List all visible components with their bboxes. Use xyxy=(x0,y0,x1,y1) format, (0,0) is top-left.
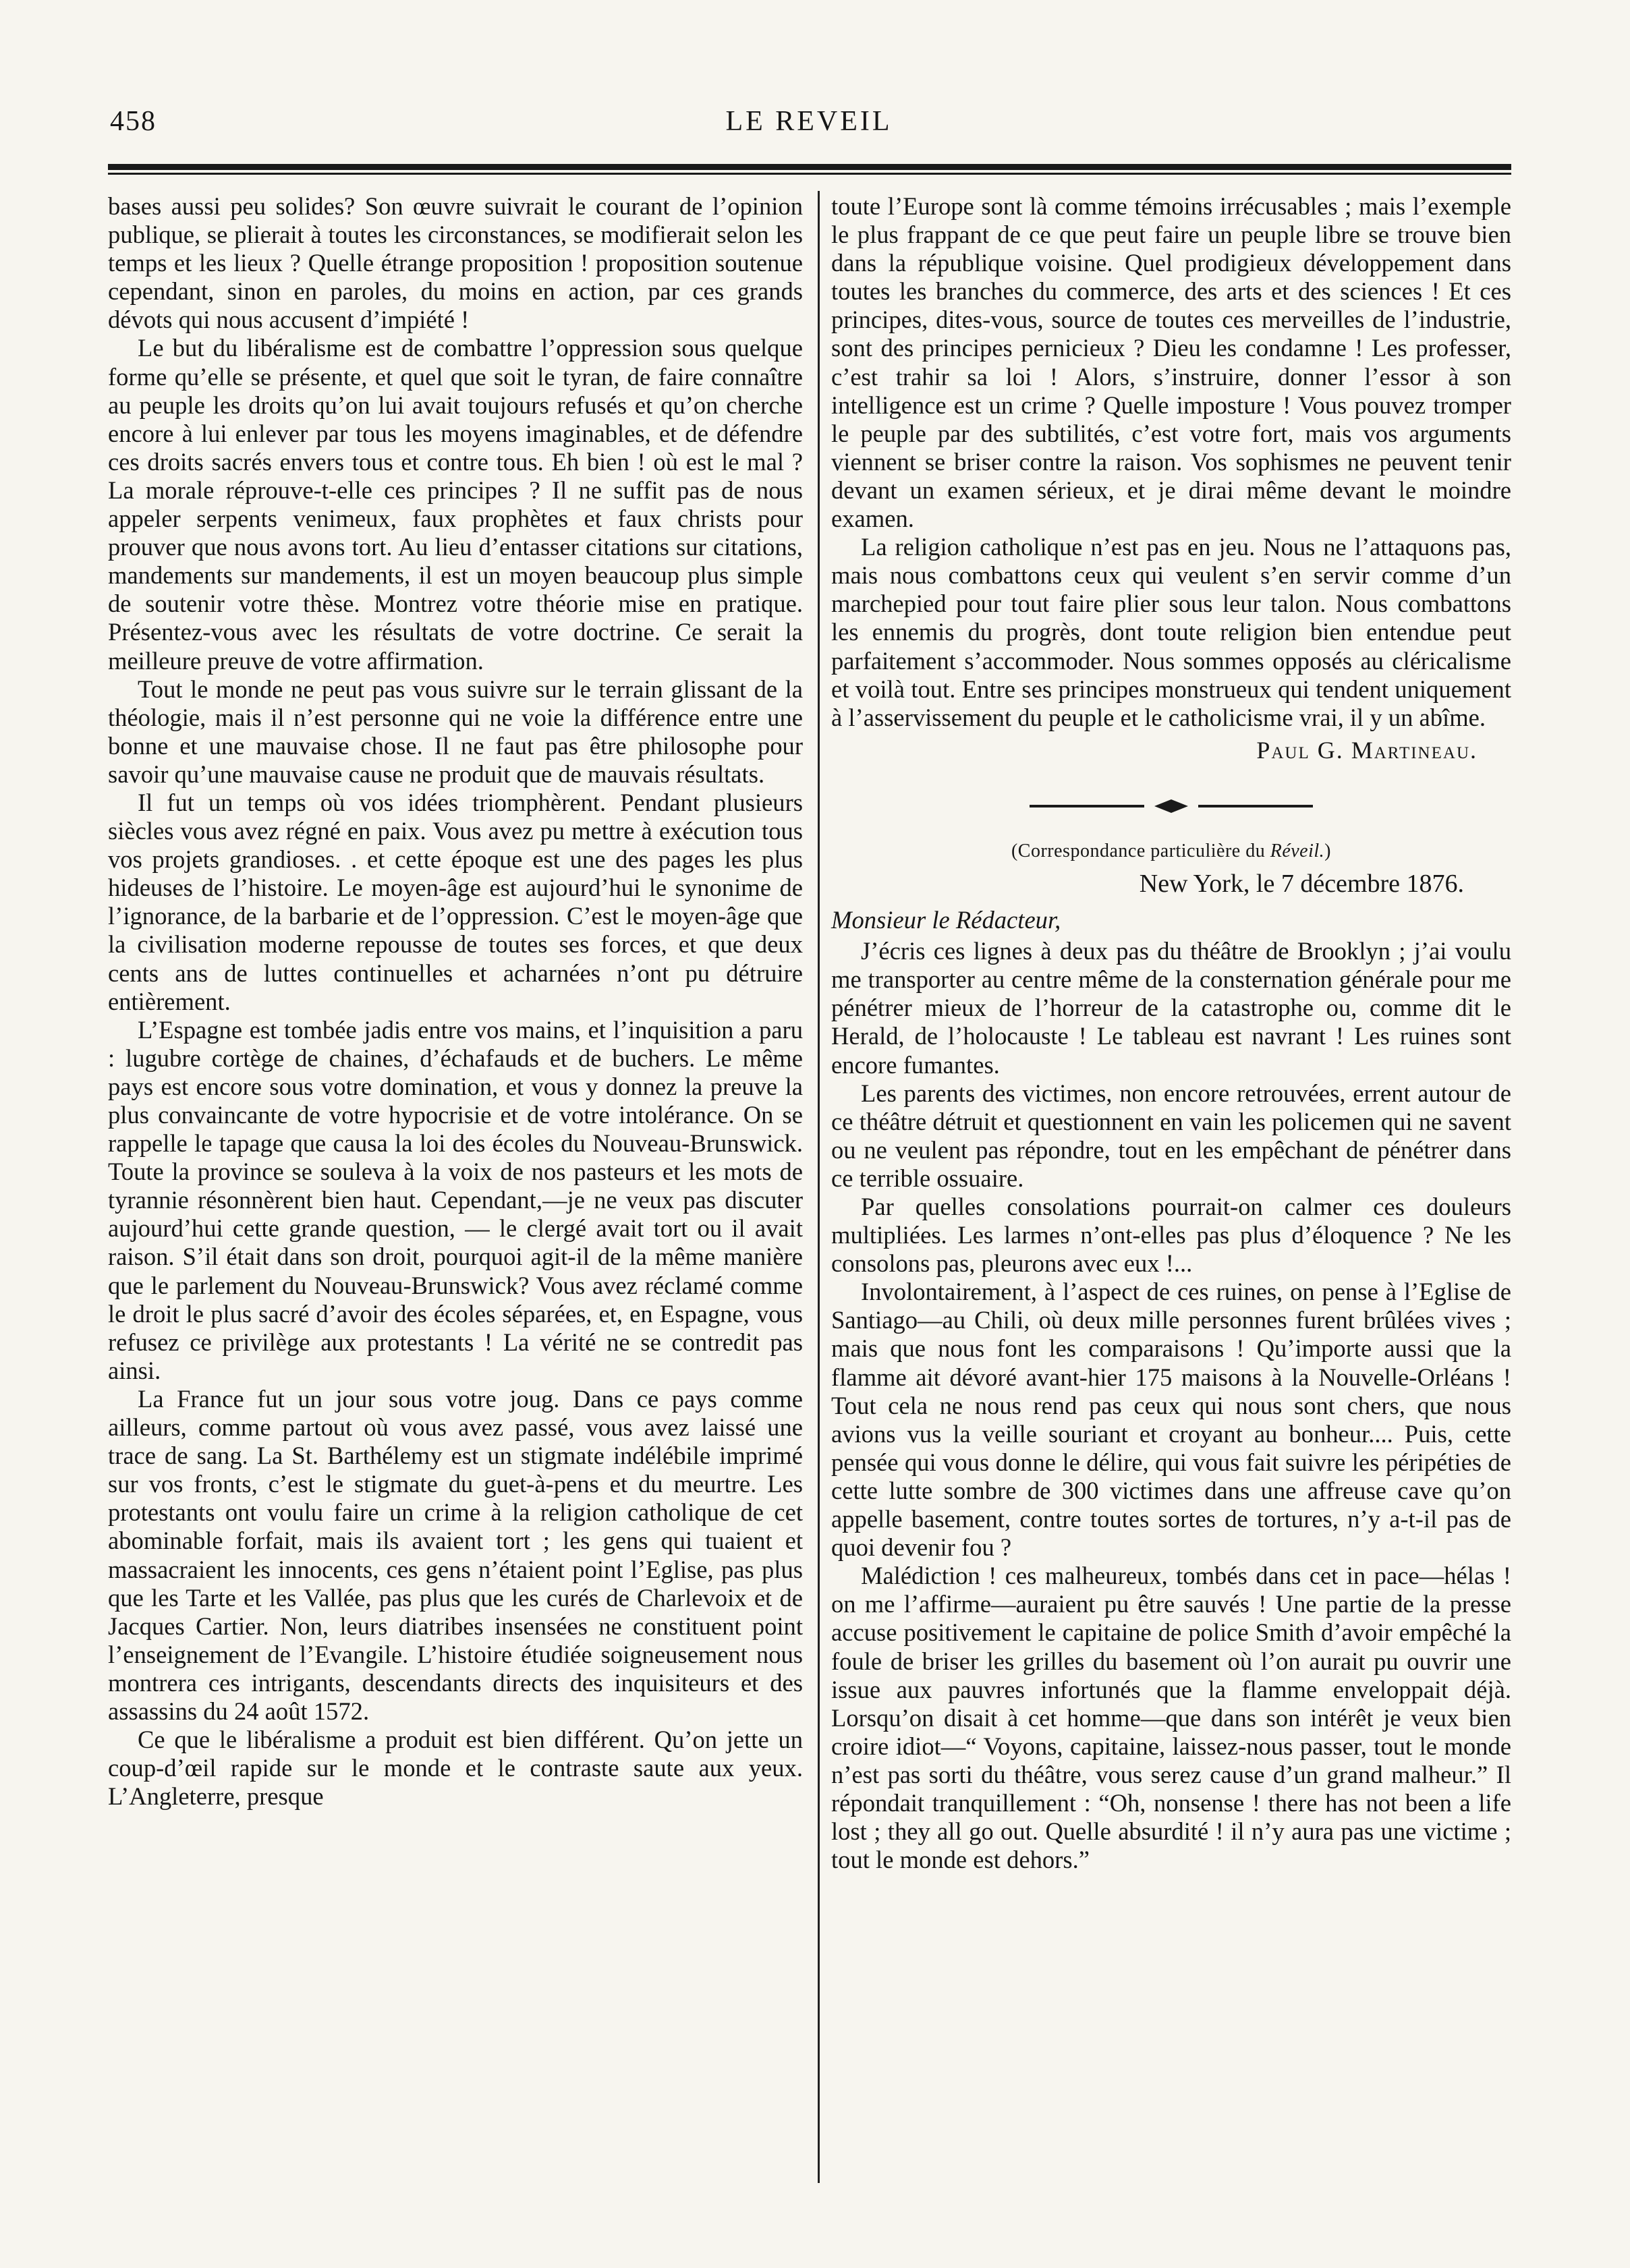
section-divider-ornament xyxy=(1030,798,1313,814)
article-paragraph: L’Espagne est tombée jadis entre vos mains, et l’inquisition a paru : lugubre cortège de chaines, d’échafauds et de buchers. Le même pays est encore sous votre domination, et vous y donnez la preuve la plus convaincante de votre hypocrisie et de votre intolérance. On se rappelle le tapage que causa la loi des écoles du Nouveau-Brunswick. Toute la province se souleva à la voix de nos pasteurs et les mots de tyrannie résonnèrent bien haut. Cependant,—je ne veux pas discuter aujourd’hui cette grande question, — le clergé avait tort ou il avait raison. S’il était dans son droit, pourquoi agit-il de la même manière que le parlement du Nouveau-Brunswick? Vous avez réclamé comme le droit le plus sacré d’avoir des écoles séparées, et, en Espagne, vous refusez ce privilège aux protestants ! La vérité ne se contredit pas ainsi. xyxy=(108,1015,803,1384)
article-paragraph: Tout le monde ne peut pas vous suivre sur le terrain glissant de la théologie, mais il n’est personne qui ne voie la différence entre une bonne et une mauvaise chose. Il ne faut pas être philosophe pour savoir qu’une mauvaise cause ne produit que de mauvais résultats. xyxy=(108,675,803,788)
author-signature: Paul G. Martineau. xyxy=(1256,736,1478,764)
page-header xyxy=(110,100,1508,147)
letter-paragraph: Involontairement, à l’aspect de ces ruines, on pense à l’Eglise de Santiago—au Chili, où deux mille personnes furent brûlées vives ; mais que nous font les comparaisons ! Qu’importe aussi que la flamme ait dévoré avant-hier 175 maisons à la Nouvelle-Orléans ! Tout cela ne nous rend pas ceux qui nous sont chers, que nous avions vus la veille souriant et croyant au bonheur.... Puis, cette pensée qui vous donne le délire, qui vous fait suivre les péripéties de cette lutte sombre de 300 victimes dans une affreuse cave qu’on appelle basement, contre toutes sortes de tortures, n’y a-t-il pas de quoi devenir fou ? xyxy=(831,1278,1511,1562)
article-paragraph: Le but du libéralisme est de combattre l’oppression sous quelque forme qu’elle se présente, et quel que soit le tyran, de faire connaître au peuple les droits qu’on lui avait toujours refusés et qu’on cherche encore à lui enlever par tous les moyens imaginables, et de défendre ces droits sacrés envers tous et contre tous. Eh bien ! où est le mal ? La morale réprouve-t-elle ces principes ? Il ne suffit pas de nous appeler serpents venimeux, faux prophètes et faux christs pour prouver que nous avons tort. Au lieu d’entasser citations sur citations, mandements sur mandements, il est un moyen beaucoup plus simple de soutenir votre thèse. Montrez votre théorie mise en pratique. Présentez-vous avec les résultats de votre doctrine. Ce serait la meilleure preuve de votre affirmation. xyxy=(108,334,803,675)
running-title: LE REVEIL xyxy=(725,106,893,137)
correspondence-suffix: ) xyxy=(1324,840,1331,861)
article-paragraph: Ce que le libéralisme a produit est bien différent. Qu’on jette un coup-d’œil rapide sur le monde et le contraste saute aux yeux. L’Angleterre, presque xyxy=(108,1726,803,1811)
letter-paragraph: J’écris ces lignes à deux pas du théâtre de Brooklyn ; j’ai voulu me transporter au centre même de la consternation générale pour me pénétrer mieux de l’horreur de la catastrophe ou, comme dit le Herald, de l’holocauste ! Le tableau est navrant ! Les ruines sont encore fumantes. xyxy=(831,937,1511,1079)
letter-paragraph: Malédiction ! ces malheureux, tombés dans cet in pace—hélas ! on me l’affirme—auraient pu être sauvés ! Une partie de la presse accuse positivement le capitaine de police Smith d’avoir empêché la foule de briser les grilles du basement où l’on aurait pu ouvrir une issue aux pauvres infortunés que la flamme enveloppait déjà. Lorsqu’on disait à cet homme—que dans son intérêt je veux bien croire idiot—“ Voyons, capitaine, laissez-nous passer, tout le monde n’est pas sorti du théâtre, vous serez cause d’un grand malheur.” Il répondait tranquillement : “Oh, nonsense ! there has not been a life lost ; they all go out. Quelle absurdité ! il n’y aura pas une victime ; tout le monde est dehors.” xyxy=(831,1562,1511,1874)
letter-dateline: New York, le 7 décembre 1876. xyxy=(1139,869,1464,898)
correspondence-credit xyxy=(831,837,1511,866)
header-rule-thick xyxy=(108,164,1511,170)
page-number: 458 xyxy=(110,106,157,137)
column-divider xyxy=(818,191,820,2183)
letter-paragraph: Les parents des victimes, non encore retrouvées, errent autour de ce théâtre détruit et questionnent en vain les policemen qui ne savent ou ne veulent pas répondre, tout en les empêchant de pénétrer dans ce terrible ossuaire. xyxy=(831,1079,1511,1192)
letter-salutation: Monsieur le Rédacteur, xyxy=(831,906,1061,934)
letter-paragraph: Par quelles consolations pourrait-on calmer ces douleurs multipliées. Les larmes n’ont-elles pas plus d’éloquence ? Ne les consolons pas, pleurons avec eux !... xyxy=(831,1193,1511,1278)
left-column xyxy=(108,192,803,1811)
correspondence-paper: Réveil. xyxy=(1270,840,1325,861)
article-paragraph: La France fut un jour sous votre joug. Dans ce pays comme ailleurs, comme partout où vous avez passé, vous avez laissé une trace de sang. La St. Barthélemy est un stigmate indélébile imprimé sur vos fronts, c’est le stigmate du guet-à-pens et du meurtre. Les protestants ont voulu faire un crime à la religion catholique de cet abominable forfait, mais ils avaient tort ; les gens qui tuaient et massacraient les innocents, ces gens n’étaient point l’Eglise, pas plus que les Tarte et les Vallée, pas plus que les curés de Charlevoix et de Jacques Cartier. Non, leurs diatribes insensées ne constituent point l’enseignement de l’Evangile. L’histoire étudiée soigneusement nous montrera ces intrigants, descendants directs des inquisiteurs et des assassins du 24 août 1572. xyxy=(108,1384,803,1725)
correspondence-prefix: (Correspondance particulière du xyxy=(1011,840,1270,861)
article-paragraph: Il fut un temps où vos idées triomphèrent. Pendant plusieurs siècles vous avez régné en paix. Vous avez pu mettre à exécution tous vos projets grandioses. . et cette époque est une des pages les plus hideuses de l’histoire. Le moyen-âge est aujourd’hui le synonime de l’ignorance, de la barbarie et de l’oppression. C’est le moyen-âge que la civilisation moderne repousse de toutes ses forces, et que deux cents ans de luttes continuelles et acharnées n’ont pu détruire entièrement. xyxy=(108,788,803,1015)
article-paragraph: bases aussi peu solides? Son œuvre suivrait le courant de l’opinion publique, se plierait à toutes les circonstances, se modifierait selon les temps et les lieux ? Quelle étrange proposition ! proposition soutenue cependant, sinon en paroles, du moins en action, par ces grands dévots qui nous accusent d’impiété ! xyxy=(108,192,803,334)
article-paragraph: toute l’Europe sont là comme témoins irrécusables ; mais l’exemple le plus frappant de ce que peut faire un peuple libre se trouve bien dans la république voisine. Quel prodigieux développement dans toutes les branches du commerce, des arts et des sciences ! Et ces principes, dites-vous, source de toutes ces merveilles de l’industrie, sont des principes pernicieux ? Dieu les condamne ! Les professer, c’est trahir sa loi ! Alors, s’instruire, donner l’essor à son intelligence est un crime ? Quelle imposture ! Vous pouvez tromper le peuple par des subtilités, c’est votre fort, mais vos arguments viennent se briser contre la raison. Vos sophismes ne peuvent tenir devant un examen sérieux, et je dirai même devant le moindre examen. xyxy=(831,192,1511,533)
header-rule-thin xyxy=(108,173,1511,175)
article-paragraph: La religion catholique n’est pas en jeu. Nous ne l’attaquons pas, mais nous combattons ceux qui veulent s’en servir comme d’un marchepied pour tout faire plier sous leur talon. Nous combattons les ennemis du progrès, dont toute religion bien entendue peut parfaitement s’accommoder. Nous sommes opposés au cléricalisme et voilà tout. Entre ses principes monstrueux qui tendent uniquement à l’asservissement du peuple et le catholicisme vrai, il y un abîme. xyxy=(831,533,1511,731)
right-column xyxy=(831,192,1511,1874)
